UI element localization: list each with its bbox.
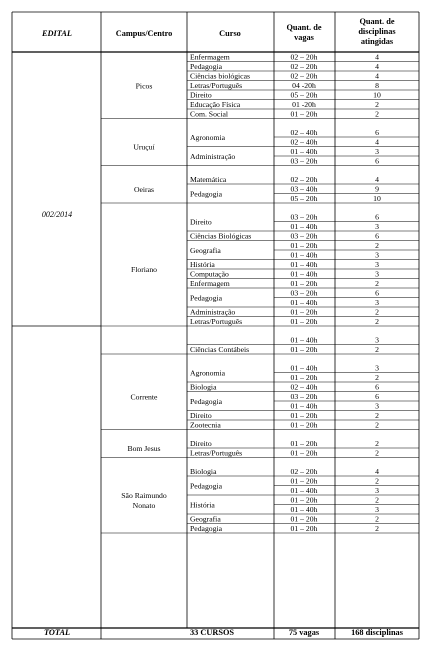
cell-curso: Ciências Biológicas [190,231,252,241]
cell-curso: Direito [190,90,212,100]
cell-vagas: 02 – 20h [290,174,318,184]
header-disciplinas-line3: atingidas [360,37,394,46]
cell-disciplinas: 2 [375,344,379,354]
cell-vagas: 03 – 40h [290,184,318,194]
cell-curso: Agronomia [190,133,226,142]
cell-vagas: 01 – 40h [290,221,318,231]
cell-curso: História [190,500,215,510]
total-label: TOTAL [43,628,71,637]
cell-disciplinas: 6 [375,127,379,137]
cell-vagas: 01 – 20h [290,476,318,486]
cell-vagas: 03 – 20h [290,212,318,222]
cell-disciplinas: 10 [373,193,381,203]
total-vagas: 75 vagas [288,628,320,637]
cell-vagas: 01 – 40h [290,146,318,156]
cell-vagas: 02 – 20h [290,71,318,81]
cell-disciplinas: 2 [375,410,379,420]
cell-disciplinas: 3 [375,401,379,411]
cell-disciplinas: 3 [375,221,379,231]
cell-disciplinas: 2 [375,372,379,382]
cell-disciplinas: 4 [375,52,379,62]
cell-disciplinas: 2 [375,278,379,288]
cell-disciplinas: 4 [375,137,379,147]
cell-disciplinas: 2 [375,448,379,458]
cell-disciplinas: 4 [375,466,379,476]
cell-curso: Administração [190,307,236,317]
cell-vagas: 01 – 40h [290,269,318,279]
cell-vagas: 01 – 20h [290,372,318,382]
cell-curso: Biologia [190,382,217,392]
header-disciplinas-line1: Quant. de [359,17,395,26]
cell-disciplinas: 4 [375,174,379,184]
cell-disciplinas: 2 [375,476,379,486]
cell-disciplinas: 3 [375,250,379,260]
cell-disciplinas: 2 [375,109,379,119]
cell-vagas: 03 – 20h [290,231,318,241]
cell-vagas: 02 – 20h [290,61,318,71]
total-cursos: 33 CURSOS [190,628,235,637]
campus-name: Uruçuí [133,142,155,152]
cell-disciplinas: 3 [375,485,379,495]
cell-vagas: 01 – 40h [290,485,318,495]
cell-curso: Pedagogia [190,61,223,71]
cell-curso: Agronomia [190,368,226,378]
cell-vagas: 02 – 40h [290,137,318,147]
cell-vagas: 01 – 20h [290,448,318,458]
cell-curso: Enfermagem [190,52,230,62]
cell-curso: Administração [190,152,236,161]
cell-curso: Letras/Português [190,448,243,458]
cell-vagas: 03 – 20h [290,391,318,401]
cell-vagas: 02 – 40h [290,382,318,392]
table-rules [101,62,419,534]
cell-disciplinas: 6 [375,231,379,241]
cell-vagas: 01 – 20h [290,514,318,524]
cell-curso: Educação Física [190,99,241,109]
campus-name: Floriano [130,265,158,274]
cell-vagas: 05 – 20h [290,90,318,100]
cell-disciplinas: 2 [375,316,379,326]
cell-curso: Pedagogia [190,481,223,491]
cell-curso: Ciências biológicas [190,71,250,81]
header-disciplinas-line2: disciplinas [358,27,396,36]
cell-disciplinas: 3 [375,269,379,279]
cell-vagas: 02 – 40h [290,127,318,137]
cell-vagas: 01 – 40h [290,401,318,411]
cell-curso: Letras/Português [190,80,243,90]
cell-disciplinas: 2 [375,99,379,109]
cell-vagas: 01 – 20h [290,438,318,448]
cell-disciplinas: 2 [375,420,379,430]
cell-curso: Direito [190,217,212,227]
cell-disciplinas: 2 [375,495,379,505]
header-edital: EDITAL [42,29,72,38]
header-vagas-line2: vagas [294,33,314,42]
campus-name: Bom Jesus [127,444,161,453]
cell-curso: Direito [190,438,212,448]
cell-disciplinas: 8 [375,80,379,90]
edital-code: 002/2014 [41,210,73,219]
cell-vagas: 01 – 40h [290,297,318,307]
cell-disciplinas: 3 [375,504,379,514]
cell-curso: Matemática [190,174,227,184]
cell-curso: Pedagogia [190,293,223,303]
table-body [121,52,381,533]
campus-name: São Raimundo [121,490,167,500]
cell-disciplinas: 6 [375,391,379,401]
cell-disciplinas: 2 [375,523,379,533]
cell-vagas: 01 – 20h [290,109,318,119]
cell-vagas: 01 – 20h [290,307,318,317]
cell-vagas: 02 – 20h [290,52,318,62]
total-disciplinas: 168 disciplinas [351,628,403,637]
cell-disciplinas: 4 [375,61,379,71]
cell-disciplinas: 3 [375,363,379,373]
cell-vagas: 01 – 20h [290,495,318,505]
cell-vagas: 03 – 20h [290,156,318,166]
cell-disciplinas: 6 [375,288,379,298]
cell-curso: Letras/Português [190,316,243,326]
cell-vagas: 01 – 20h [290,344,318,354]
cell-disciplinas: 2 [375,438,379,448]
header-vagas-line1: Quant. de [286,23,322,32]
cell-curso: Ciências Contábeis [190,344,250,354]
cell-vagas: 01 – 20h [290,316,318,326]
cell-curso: Geografia [190,246,221,255]
cell-disciplinas: 3 [375,259,379,269]
cell-disciplinas: 3 [375,297,379,307]
cell-disciplinas: 10 [373,90,381,100]
cell-curso: História [190,259,215,269]
cell-vagas: 02 – 20h [290,466,318,476]
cell-disciplinas: 2 [375,514,379,524]
cell-disciplinas: 6 [375,156,379,166]
cell-curso: Pedagogia [190,189,223,199]
cell-curso: Geografia [190,514,221,524]
cell-disciplinas: 2 [375,307,379,317]
cell-vagas: 03 – 20h [290,288,318,298]
cell-vagas: 01 – 20h [290,278,318,288]
cell-curso: Direito [190,410,212,420]
cell-curso: Biologia [190,466,217,476]
header-campus: Campus/Centro [115,29,173,38]
cell-vagas: 01 – 20h [290,420,318,430]
cell-vagas: 01 – 40h [290,335,318,345]
campus-name: Picos [135,81,153,91]
campus-name: Oeiras [133,184,155,194]
cell-disciplinas: 6 [375,212,379,222]
cell-vagas: 01 – 20h [290,240,318,250]
cell-curso: Zootecnia [190,420,221,430]
cell-disciplinas: 2 [375,240,379,250]
campus-name: Nonato [132,500,156,510]
cell-disciplinas: 6 [375,382,379,392]
cell-disciplinas: 3 [375,335,379,345]
cell-vagas: 01 – 40h [290,259,318,269]
cell-vagas: 01 – 20h [290,523,318,533]
cell-vagas: 01 – 20h [290,410,318,420]
cell-curso: Computação [190,269,229,279]
campus-name: Corrente [130,392,158,402]
cell-disciplinas: 3 [375,146,379,156]
cell-curso: Pedagogia [190,523,223,533]
cell-curso: Com. Social [190,109,229,119]
cell-disciplinas: 9 [375,184,379,194]
header-curso: Curso [219,29,241,38]
cell-vagas: 01 – 40h [290,504,318,514]
cell-vagas: 01 – 40h [290,363,318,373]
cell-vagas: 01 – 40h [290,250,318,260]
cell-curso: Enfermagem [190,278,230,288]
cell-vagas: 04 -20h [292,80,316,90]
cell-disciplinas: 4 [375,71,379,81]
cell-curso: Pedagogia [190,397,223,406]
cell-vagas: 05 – 20h [290,193,318,203]
cell-vagas: 01 -20h [292,99,316,109]
